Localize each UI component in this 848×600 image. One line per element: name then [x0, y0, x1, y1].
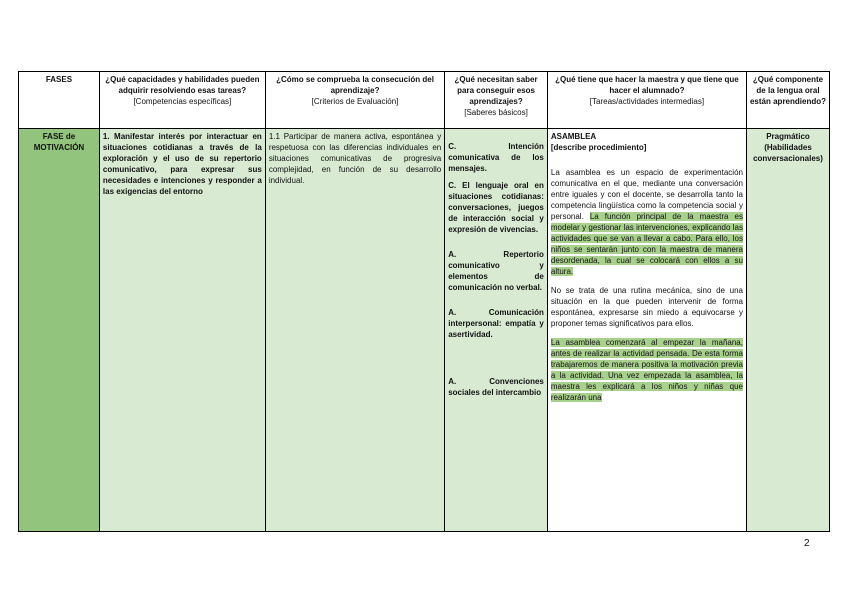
saberes-cell	[445, 129, 548, 532]
header-fases	[19, 72, 100, 129]
phase-label: FASE de MOTIVACIÓN	[33, 132, 85, 152]
header-row	[19, 72, 830, 129]
capacity-cell	[99, 129, 265, 532]
saber-item: A. Convenciones sociales del intercambio	[448, 377, 544, 397]
task-paragraph-1: La asamblea es un espacio de experimentación comunicativa en el que, mediante una conversación entre iguales y con el docente, se desarrolla tanto la competencia lingüística como la competencia social y personal.	[550, 168, 743, 221]
header-tareas-question: ¿Qué tiene que hacer la maestra y que tiene que hacer el alumnado?	[555, 75, 739, 95]
task-paragraph-3-highlight: La asamblea comenzará al empezar la mañana, antes de realizar la actividad pensada. De esta forma trabajaremos de manera positiva la motivación previa a la actividad. Una vez empezada la asamblea, la maestra les explicará a los niños y niñas que realizarán una	[550, 338, 743, 402]
saber-item: C. El lenguaje oral en situaciones cotidianas: conversaciones, juegos de interacción social y expresión de vivencias.	[448, 181, 544, 234]
criterion-cell	[265, 129, 444, 532]
task-subtitle: [describe procedimiento]	[550, 143, 647, 152]
header-competencias-question: ¿Qué capacidades y habilidades pueden adquirir resolviendo esas tareas?	[105, 75, 260, 95]
table-row	[19, 129, 830, 532]
task-cell	[547, 129, 746, 532]
component-text: Pragmático (Habilidades conversacionales)	[753, 132, 823, 163]
header-tareas	[547, 72, 746, 129]
didactic-table	[18, 71, 830, 532]
task-paragraph-1-highlight: La función principal de la maestra es modelar y gestionar las intervenciones, explicando las actividades que se van a llevar a cabo. Para ello, los niños se sentarán junto con la maestra de manera desordenada, la cual se colocará con ellos a su altura.	[550, 212, 743, 276]
criterion-text: 1.1 Participar de manera activa, espontánea y respetuosa con las diferencias individuales en situaciones comunicativas de progresiva complejidad, en función de su desarrollo individual.	[268, 132, 442, 185]
header-componente-question: ¿Qué componente de la lengua oral están aprendiendo?	[749, 75, 826, 106]
header-competencias-sub: [Competencias específicas]	[133, 97, 232, 106]
phase-cell	[19, 129, 100, 532]
saber-item: C. Intención comunicativa de los mensajes.	[448, 142, 544, 173]
header-tareas-sub: [Tareas/actividades intermedias]	[589, 97, 705, 106]
header-competencias	[99, 72, 265, 129]
header-componente	[746, 72, 829, 129]
header-criterios-question: ¿Cómo se comprueba la consecución del aprendizaje?	[276, 75, 434, 95]
task-paragraph-2: No se trata de una rutina mecánica, sino de una situación en la que pueden intervenir de forma espontánea, expresarse sin miedo a equivocarse y proponer temas significativos para ellos.	[550, 286, 743, 328]
task-title: ASAMBLEA	[550, 132, 597, 141]
header-criterios-sub: [Criterios de Evaluación]	[311, 97, 399, 106]
capacity-text: 1. Manifestar interés por interactuar en situaciones cotidianas a través de la exploración y el uso de su repertorio comunicativo, para expresar sus necesidades e intenciones y responder a las exigencias del entorno	[102, 132, 262, 196]
component-cell	[746, 129, 829, 532]
header-saberes	[445, 72, 548, 129]
header-saberes-question: ¿Qué necesitan saber para conseguir esos aprendizajes?	[454, 75, 538, 106]
header-criterios	[265, 72, 444, 129]
header-saberes-sub: [Saberes básicos]	[464, 108, 528, 117]
header-fases-text: FASES	[45, 75, 73, 84]
saber-item: A. Comunicación interpersonal: empatía y asertividad.	[448, 308, 544, 339]
page-number: 2	[804, 538, 810, 549]
saber-item: A. Repertorio comunicativo y elementos de comunicación no verbal.	[448, 250, 544, 292]
